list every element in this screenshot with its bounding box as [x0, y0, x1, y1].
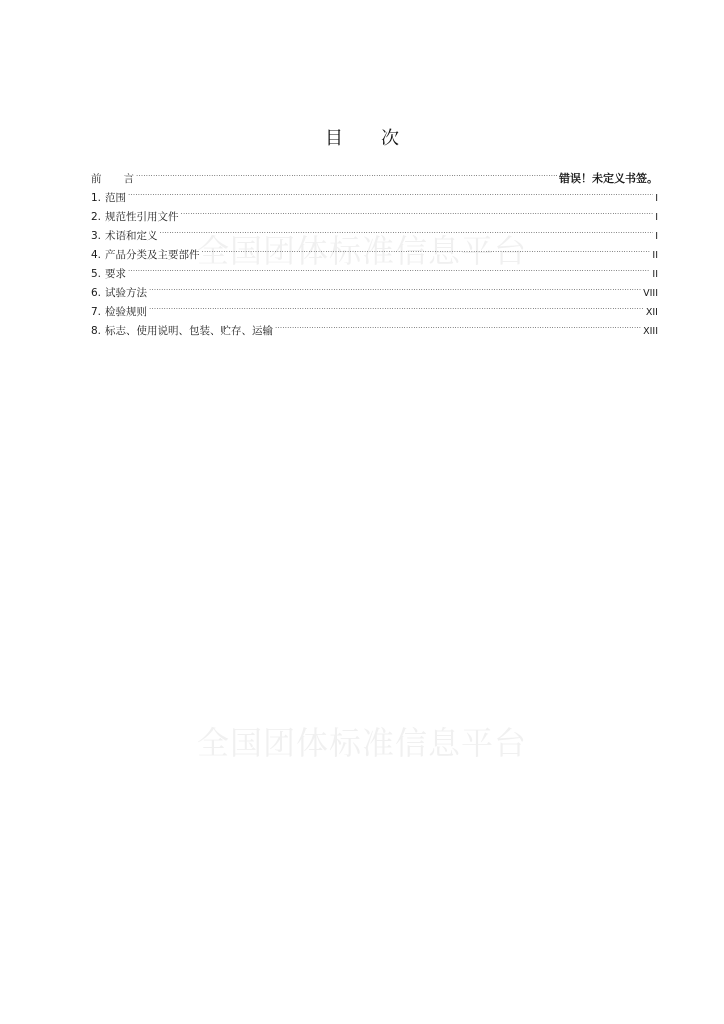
title-char-1: 目 [325, 128, 343, 149]
toc-entry-page: XII [645, 307, 658, 318]
toc-entry-label: 7. 检验规则 [91, 306, 148, 318]
toc-entry-classification[interactable] [91, 239, 658, 261]
toc-leader-dots [160, 220, 654, 239]
toc-entry-label: 1. 范围 [91, 192, 127, 204]
toc-entry-page: I [655, 231, 658, 242]
toc-leader-dots [181, 201, 654, 220]
toc-entry-page-error: 错误！未定义书签。 [559, 172, 658, 185]
toc-entry-page: I [655, 212, 658, 223]
toc-entry-inspection-rules[interactable] [91, 296, 658, 318]
toc-entry-page: XIII [643, 326, 658, 337]
toc-entry-label: 5. 要求 [91, 268, 127, 280]
toc-entry-preface[interactable] [91, 163, 658, 185]
toc-leader-dots [136, 163, 557, 182]
toc-entry-label: 6. 试验方法 [91, 287, 148, 299]
toc-leader-dots [149, 296, 644, 315]
toc-entry-label: 3. 术语和定义 [91, 230, 158, 242]
page-title [0, 124, 724, 150]
toc-entry-label: 2. 规范性引用文件 [91, 211, 179, 223]
toc-leader-dots [128, 258, 650, 277]
toc-entry-test-methods[interactable] [91, 277, 658, 299]
toc-leader-dots [149, 277, 641, 296]
toc-entry-terms-definitions[interactable] [91, 220, 658, 242]
toc-entry-label: 8. 标志、使用说明、包装、贮存、运输 [91, 325, 274, 337]
toc-entry-normative-references[interactable] [91, 201, 658, 223]
toc-entry-marking-packaging[interactable] [91, 315, 658, 337]
toc-entry-scope[interactable] [91, 182, 658, 204]
table-of-contents [91, 163, 658, 337]
toc-entry-requirements[interactable] [91, 258, 658, 280]
toc-entry-label: 4. 产品分类及主要部件 [91, 249, 200, 261]
watermark-bottom: 全国团体标准信息平台 [196, 724, 527, 762]
watermark-top: 全国团体标准信息平台 [196, 232, 527, 270]
toc-entry-page: II [652, 250, 658, 261]
toc-entry-page: I [655, 193, 658, 204]
toc-entry-page: II [652, 269, 658, 280]
toc-entry-page: VIII [643, 288, 658, 299]
toc-leader-dots [128, 182, 653, 201]
toc-leader-dots [275, 315, 641, 334]
toc-leader-dots [202, 239, 651, 258]
title-char-2: 次 [381, 128, 399, 149]
toc-entry-label: 前 言 [91, 173, 134, 185]
